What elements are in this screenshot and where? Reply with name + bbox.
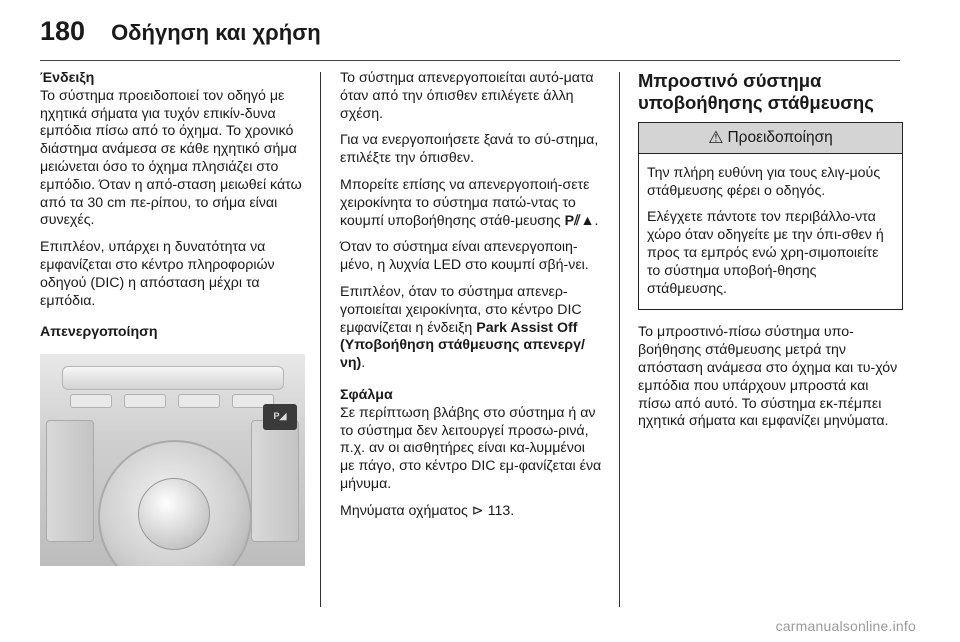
manual-deactivation-paragraph: Μπορείτε επίσης να απενεργοποιή-σετε χειροκίνητα το σύστημα πατώ-ντας το κουμπί υποβοήθησης στάθ-μευσης P⫽▲. <box>340 176 599 229</box>
console-vent-bar <box>62 366 284 390</box>
warning-triangle-icon: ⚠ <box>708 128 724 147</box>
page-reference-arrow-icon: ⊳ <box>471 502 484 519</box>
vehicle-messages-reference: Μηνύματα οχήματος ⊳ 113. <box>340 502 515 519</box>
park-assist-symbol-icon: P⫽▲ <box>564 212 595 229</box>
console-right-panel <box>251 420 299 542</box>
warning-header <box>639 123 902 154</box>
console-photo <box>40 354 305 566</box>
deactivation-heading: Απενεργοποίηση <box>40 324 158 341</box>
warning-paragraph-2: Ελέγχετε πάντοτε τον περιβάλλο-ντα χώρο όταν οδηγείτε με την όπι-σθεν ή προς τα εμπρός ενώ χρη-σιμοποιείτε το σύστημα υποβοή-θησης στάθμευσης. <box>647 209 884 297</box>
header-divider <box>40 60 900 61</box>
fault-heading: Σφάλμα <box>340 386 393 403</box>
console-button-row <box>70 394 275 408</box>
column-1 <box>40 70 305 566</box>
console-knob <box>138 478 210 550</box>
indication-heading: Ένδειξη <box>40 70 95 86</box>
warning-box <box>638 122 903 310</box>
fault-paragraph: Σε περίπτωση βλάβης στο σύστημα ή αν το σύστημα δεν λειτουργεί προσω-ρινά, π.χ. αν οι αισθητήρες είναι κα-λυμμένοι με πάγο, στο κέντρο DIC εμ-φανίζεται ένα μήνυμα. <box>340 404 602 492</box>
page-header <box>40 16 321 56</box>
led-paragraph: Όταν το σύστημα είναι απενεργοποιη-μένο, η λυχνία LED στο κουμπί σβή-νει. <box>340 239 589 274</box>
front-rear-paragraph: Το μπροστινό-πίσω σύστημα υπο-βοήθησης στάθμευσης μετρά την απόσταση ανάμεσα στο όχημα και τυ-χόν εμπόδια που υπάρχουν μπροστά και πίσω από αυτό. Το σύστημα εκ-πέμπει ηχητικά σήματα και εμφανίζει μηνύματα. <box>638 324 898 430</box>
dic-message-paragraph: Επιπλέον, όταν το σύστημα απενερ-γοποιείται χειροκίνητα, στο κέντρο DIC εμφανίζεται η ένδειξη Park Assist Off (Υποβοήθηση στάθμευσης απενεργ/νη). <box>340 283 585 372</box>
column-divider-2 <box>619 72 620 607</box>
warning-body <box>639 154 902 310</box>
console-left-panel <box>46 420 94 542</box>
column-divider-1 <box>320 72 321 607</box>
park-assist-off-message: Park Assist Off (Υποβοήθηση στάθμευσης απενεργ/νη) <box>340 319 585 372</box>
reactivation-paragraph: Για να ενεργοποιήσετε ξανά το σύ-στημα, επιλέξτε την όπισθεν. <box>340 132 599 167</box>
section-title: Μπροστινό σύστημα υποβοήθησης στάθμευσης <box>638 70 874 113</box>
warning-heading: Προειδοποίηση <box>727 129 833 146</box>
warning-paragraph-1: Την πλήρη ευθύνη για τους ελιγ-μούς στάθμευσης φέρει ο οδηγός. <box>647 164 881 199</box>
indication-paragraph-2: Επιπλέον, υπάρχει η δυνατότητα να εμφανίζεται στο κέντρο πληροφοριών οδηγού (DIC) η απόσταση μέχρι τα εμπόδια. <box>40 239 275 309</box>
column-3 <box>638 70 903 440</box>
watermark: carmanualsonline.info <box>775 618 916 634</box>
column-2 <box>340 70 602 530</box>
indication-paragraph-1: Το σύστημα προειδοποιεί τον οδηγό με ηχητικά σήματα για τυχόν επικίν-δυνα εμπόδια πίσω από το όχημα. Το χρονικό διάστημα ανάμεσα σε κάθε ηχητικό σήμα μειώνεται όσο το όχημα πλησιάζει στο εμπόδιο. Όταν η από-σταση μειωθεί κάτω από τα 30 cm πε-ρίπου, το σήμα είναι συνεχές. <box>40 87 302 229</box>
page-title: Οδήγηση και χρήση <box>111 20 321 45</box>
auto-deactivation-paragraph: Το σύστημα απενεργοποιείται αυτό-ματα όταν από την όπισθεν επιλέγετε άλλη σχέση. <box>340 70 594 122</box>
park-assist-button-icon: P◢ <box>263 404 297 430</box>
page-number: 180 <box>40 16 86 46</box>
